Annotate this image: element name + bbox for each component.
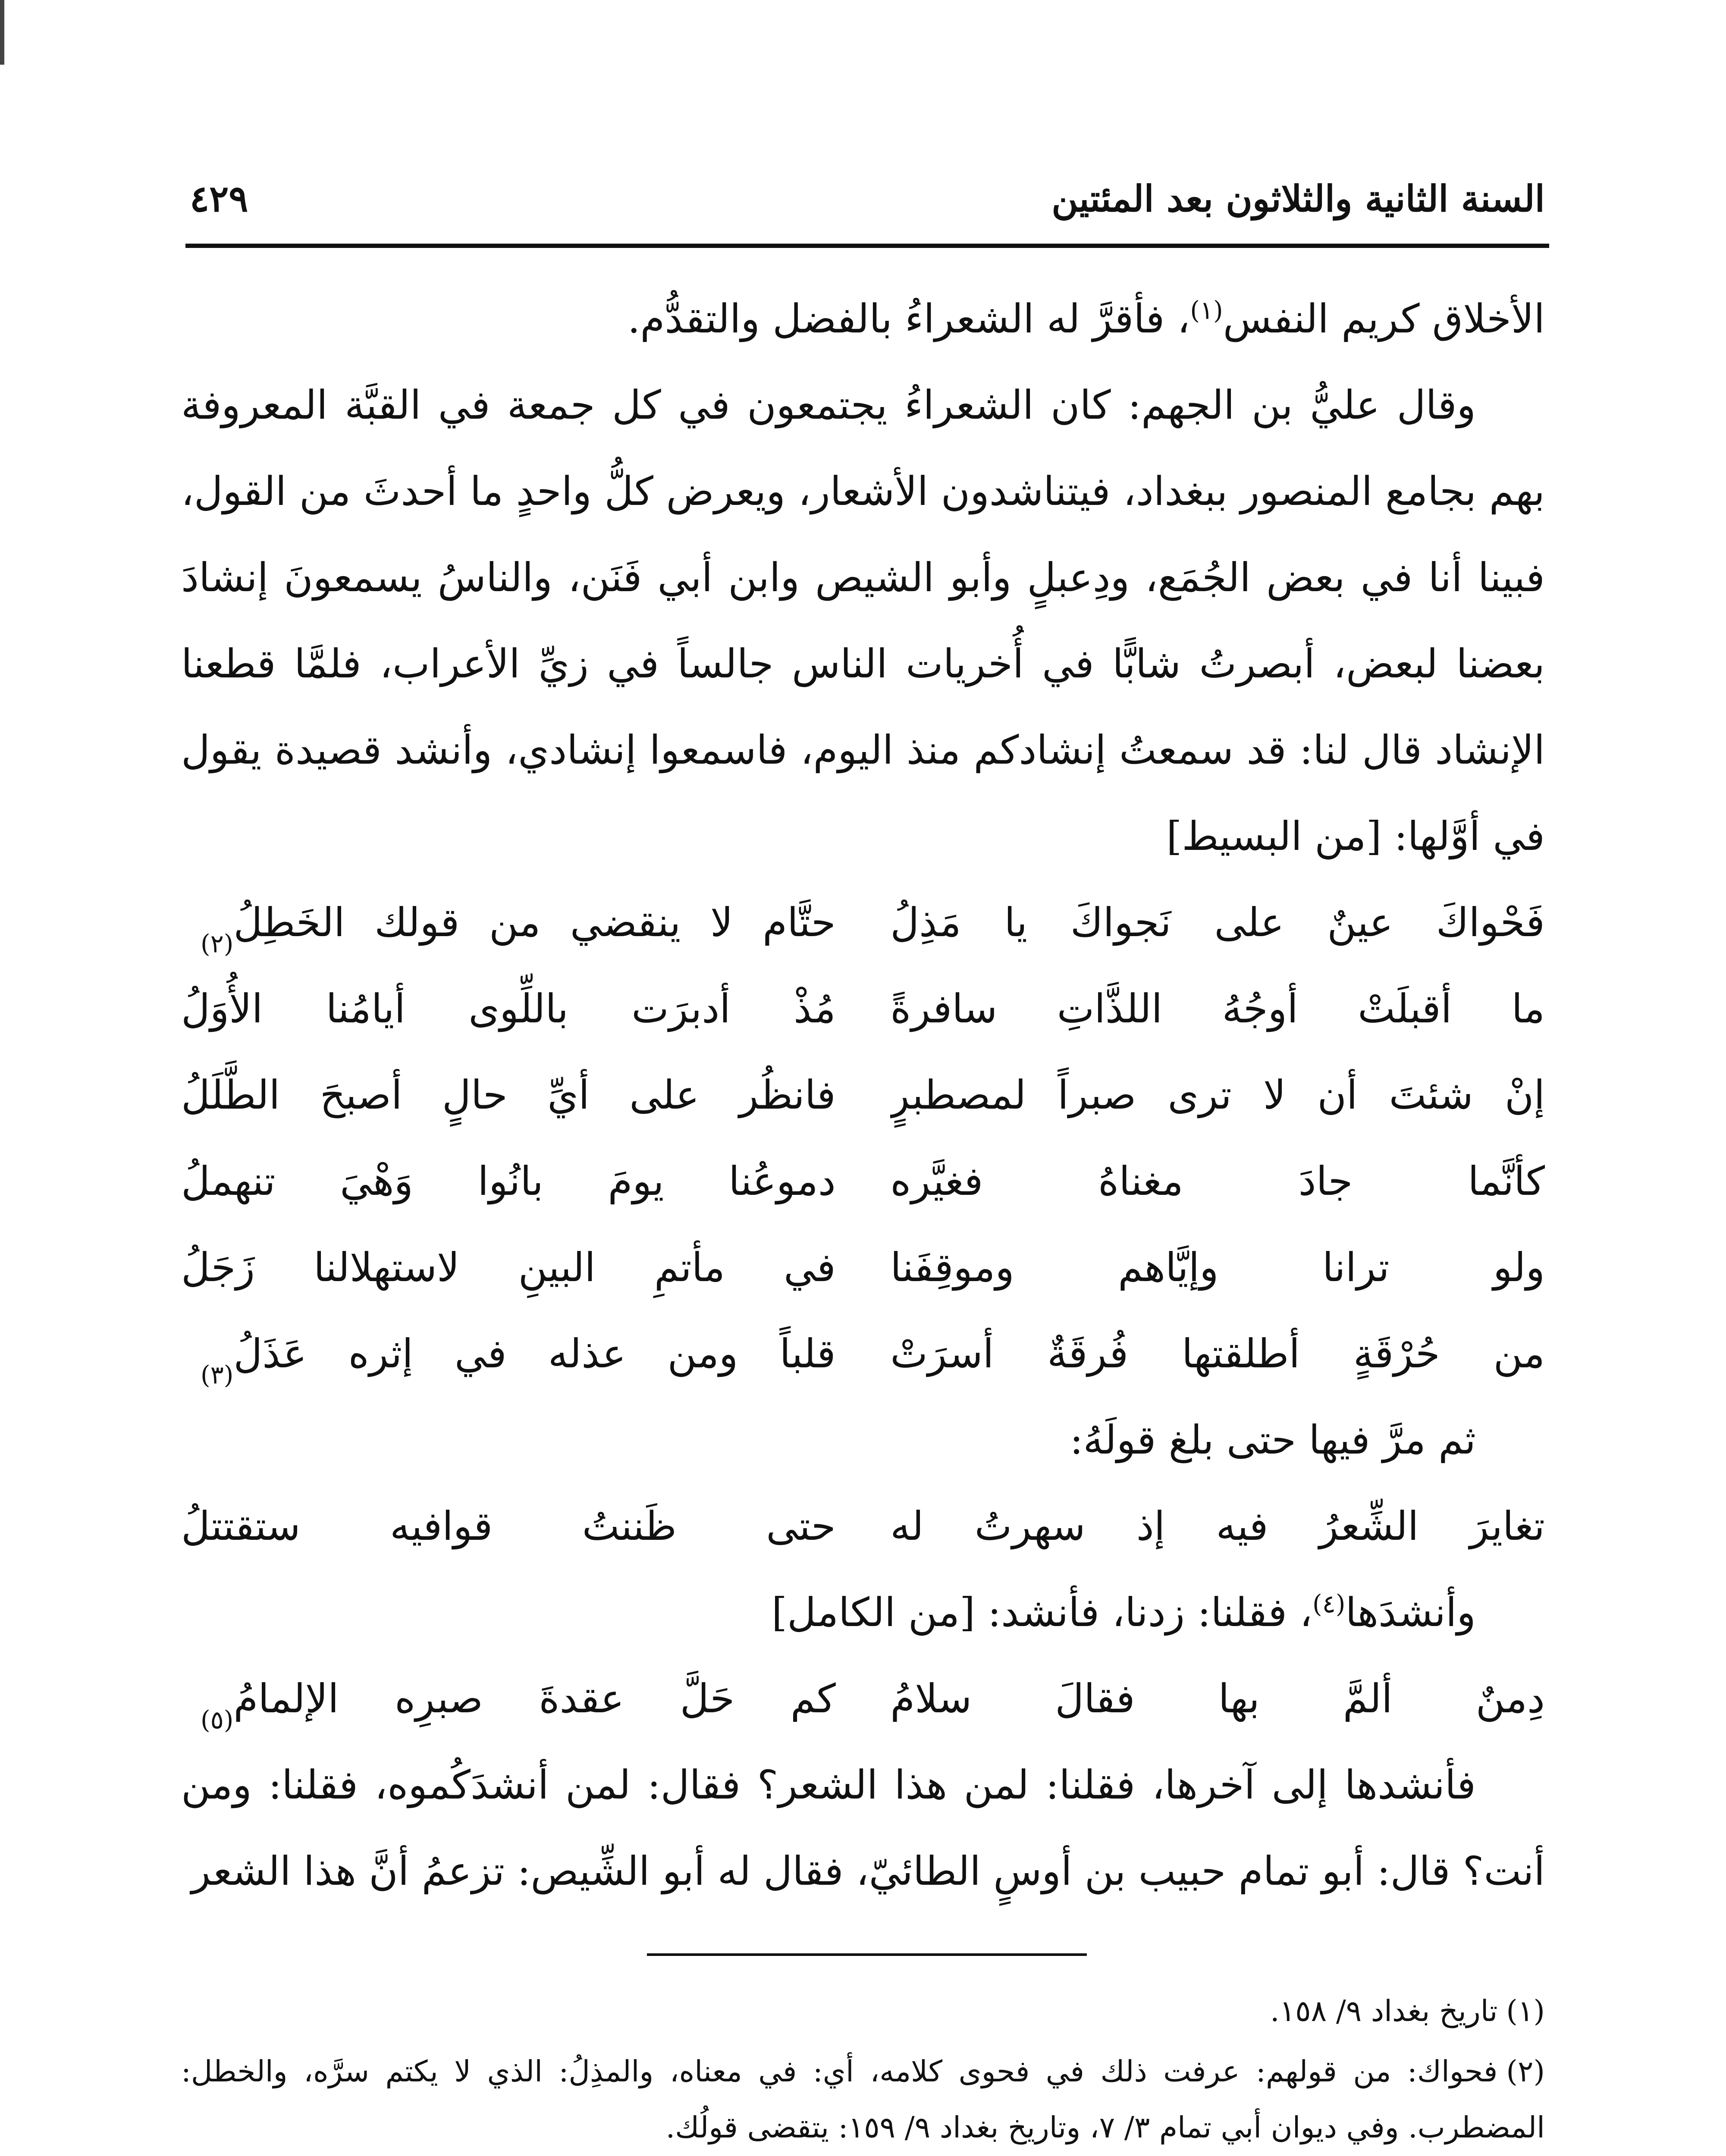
verse-row [181, 1052, 1545, 1138]
verse-second-hemistich-wrap [181, 1656, 836, 1742]
verse-second-hemistich-wrap [181, 1311, 836, 1397]
paragraph-4-text-after: ، فقلنا: زدنا، فأنشد: [988, 1589, 1313, 1636]
verse-first-hemistich: إنْ شئتَ أن لا ترى صبراً لمصطبرٍ [890, 1072, 1545, 1118]
paragraph-1-text-after: ، فأقرَّ له الشعراءُ بالفضل والتقدُّم. [628, 296, 1190, 342]
verse-row [181, 880, 1545, 966]
verse-first-hemistich: ولو ترانا وإيَّاهم وموقِفَنا [890, 1244, 1545, 1291]
scan-margin-mark [0, 0, 4, 65]
footnote-separator [647, 1953, 1087, 1956]
verse-second-hemistich: مُذْ أدبرَت باللِّوى أيامُنا الأُوَلُ [181, 986, 836, 1032]
verse-row [181, 1311, 1545, 1397]
footnote-ref-1: (١) [1190, 295, 1223, 325]
paragraph-2 [181, 362, 1545, 880]
paragraph-2-text: وقال عليُّ بن الجهم: كان الشعراءُ يجتمعون في كل جمعة في القبَّة المعروفة بهم بجامع المنصور ببغداد، فيتناشدون الأشعار، ويعرض كلُّ واحدٍ ما أحدثَ من القول، فبينا أنا في بعض الجُمَع، ودِعبلٍ وأبو الشيص وابن أبي فَنَن، والناسُ يسمعونَ إنشادَ بعضنا لبعض، أبصرتُ شابًّا في أُخريات الناس جالساً في زيِّ الأعراب، فلمَّا قطعنا الإنشاد قال لنا: قد سمعتُ إنشادكم منذ اليوم، فاسمعوا إنشادي، وأنشد قصيدة يقول في أوَّلها: [181, 382, 1545, 859]
verse-row [181, 1483, 1545, 1570]
running-title: السنة الثانية والثلاثون بعد المئتين [1051, 177, 1545, 220]
footnote-text: تاريخ بغداد ٩/ ١٥٨. [1270, 1994, 1498, 2028]
verse-second-hemistich: دموعُنا يومَ بانُوا وَهْيَ تنهملُ [181, 1158, 836, 1204]
paragraph-1-text: الأخلاق كريم النفس [1223, 296, 1545, 342]
meter-label-basit: [من البسيط] [1166, 813, 1382, 859]
page-number: ٤٢٩ [190, 177, 248, 220]
paragraph-1 [181, 276, 1545, 362]
poem-single-verse [181, 1483, 1545, 1570]
verse-first-hemistich: من حُرْقَةٍ أطلقتها فُرقَةٌ أسرَتْ [890, 1331, 1545, 1377]
verse-first-hemistich: كأنَّما جادَ مغناهُ فغيَّره [890, 1158, 1545, 1204]
footnote-number: (١) [1506, 1994, 1545, 2028]
footnote-text: فحواك: من قولهم: عرفت ذلك في فحوى كلامه، أي: في معناه، والمذِلُ: الذي لا يكتم سرَّه، والخطل: المضطرب. وفي ديوان أبي تمام ٣/ ٧، وتاريخ بغداد ٩/ ١٥٩: يتقضى قولُك. [181, 2055, 1545, 2145]
verse-row [181, 1138, 1545, 1225]
footnote-2 [181, 2044, 1545, 2156]
verse-first-hemistich: دِمنٌ ألمَّ بها فقالَ سلامُ [890, 1676, 1545, 1722]
paragraph-4 [181, 1570, 1545, 1656]
meter-label-kamil: [من الكامل] [772, 1589, 975, 1636]
verse-second-hemistich-wrap [181, 880, 836, 966]
verse-first-hemistich: ما أقبلَتْ أوجُهُ اللذَّاتِ سافرةً [890, 986, 1545, 1032]
verse-first-hemistich: فَحْواكَ عينٌ على نَجواكَ يا مَذِلُ [890, 899, 1545, 946]
verse-second-hemistich: في مأتمِ البينِ لاستهلالنا زَجَلُ [181, 1244, 836, 1291]
poem-basit [181, 880, 1545, 1397]
paragraph-5: فأنشدها إلى آخرها، فقلنا: لمن هذا الشعر؟ فقال: لمن أنشدَكُموه، فقلنا: ومن أنت؟ قال: أبو تمام حبيب بن أوسٍ الطائيّ، فقال له أبو الشِّيص: تزعمُ أنَّ هذا الشعر [181, 1762, 1545, 1894]
footnote-number: (٢) [1506, 2055, 1545, 2089]
footnote-ref-4: (٤) [1312, 1589, 1346, 1619]
page-header [190, 155, 1545, 220]
verse-row [181, 1225, 1545, 1311]
poem-kamil [181, 1656, 1545, 1742]
main-text [181, 276, 1545, 1915]
footnote-ref-5: (٥) [200, 1705, 234, 1735]
footnotes [181, 1984, 1545, 2156]
paragraph-4-text: وأنشدَها [1345, 1589, 1476, 1636]
verse-second-hemistich: حتى ظَننتُ قوافيه ستقتتلُ [181, 1503, 836, 1549]
verse-second-hemistich: كم حَلَّ عقدةَ صبرِه الإلمامُ [233, 1676, 836, 1722]
verse-row [181, 966, 1545, 1052]
footnote-1 [181, 1984, 1545, 2040]
verse-second-hemistich: فانظُر على أيِّ حالٍ أصبحَ الطَّلَلُ [181, 1072, 836, 1118]
header-rule [185, 244, 1549, 248]
footnote-ref-3: (٣) [200, 1360, 234, 1390]
verse-first-hemistich: تغايرَ الشِّعرُ فيه إذ سهرتُ له [890, 1503, 1545, 1549]
verse-second-hemistich: حتَّام لا ينقضي من قولك الخَطِلُ [233, 899, 836, 946]
footnote-ref-2: (٢) [200, 929, 234, 959]
verse-row [181, 1656, 1545, 1742]
verse-second-hemistich: قلباً ومن عذله في إثره عَذَلُ [233, 1331, 836, 1377]
paragraph-3: ثم مرَّ فيها حتى بلغ قولَهُ: [1070, 1417, 1476, 1463]
